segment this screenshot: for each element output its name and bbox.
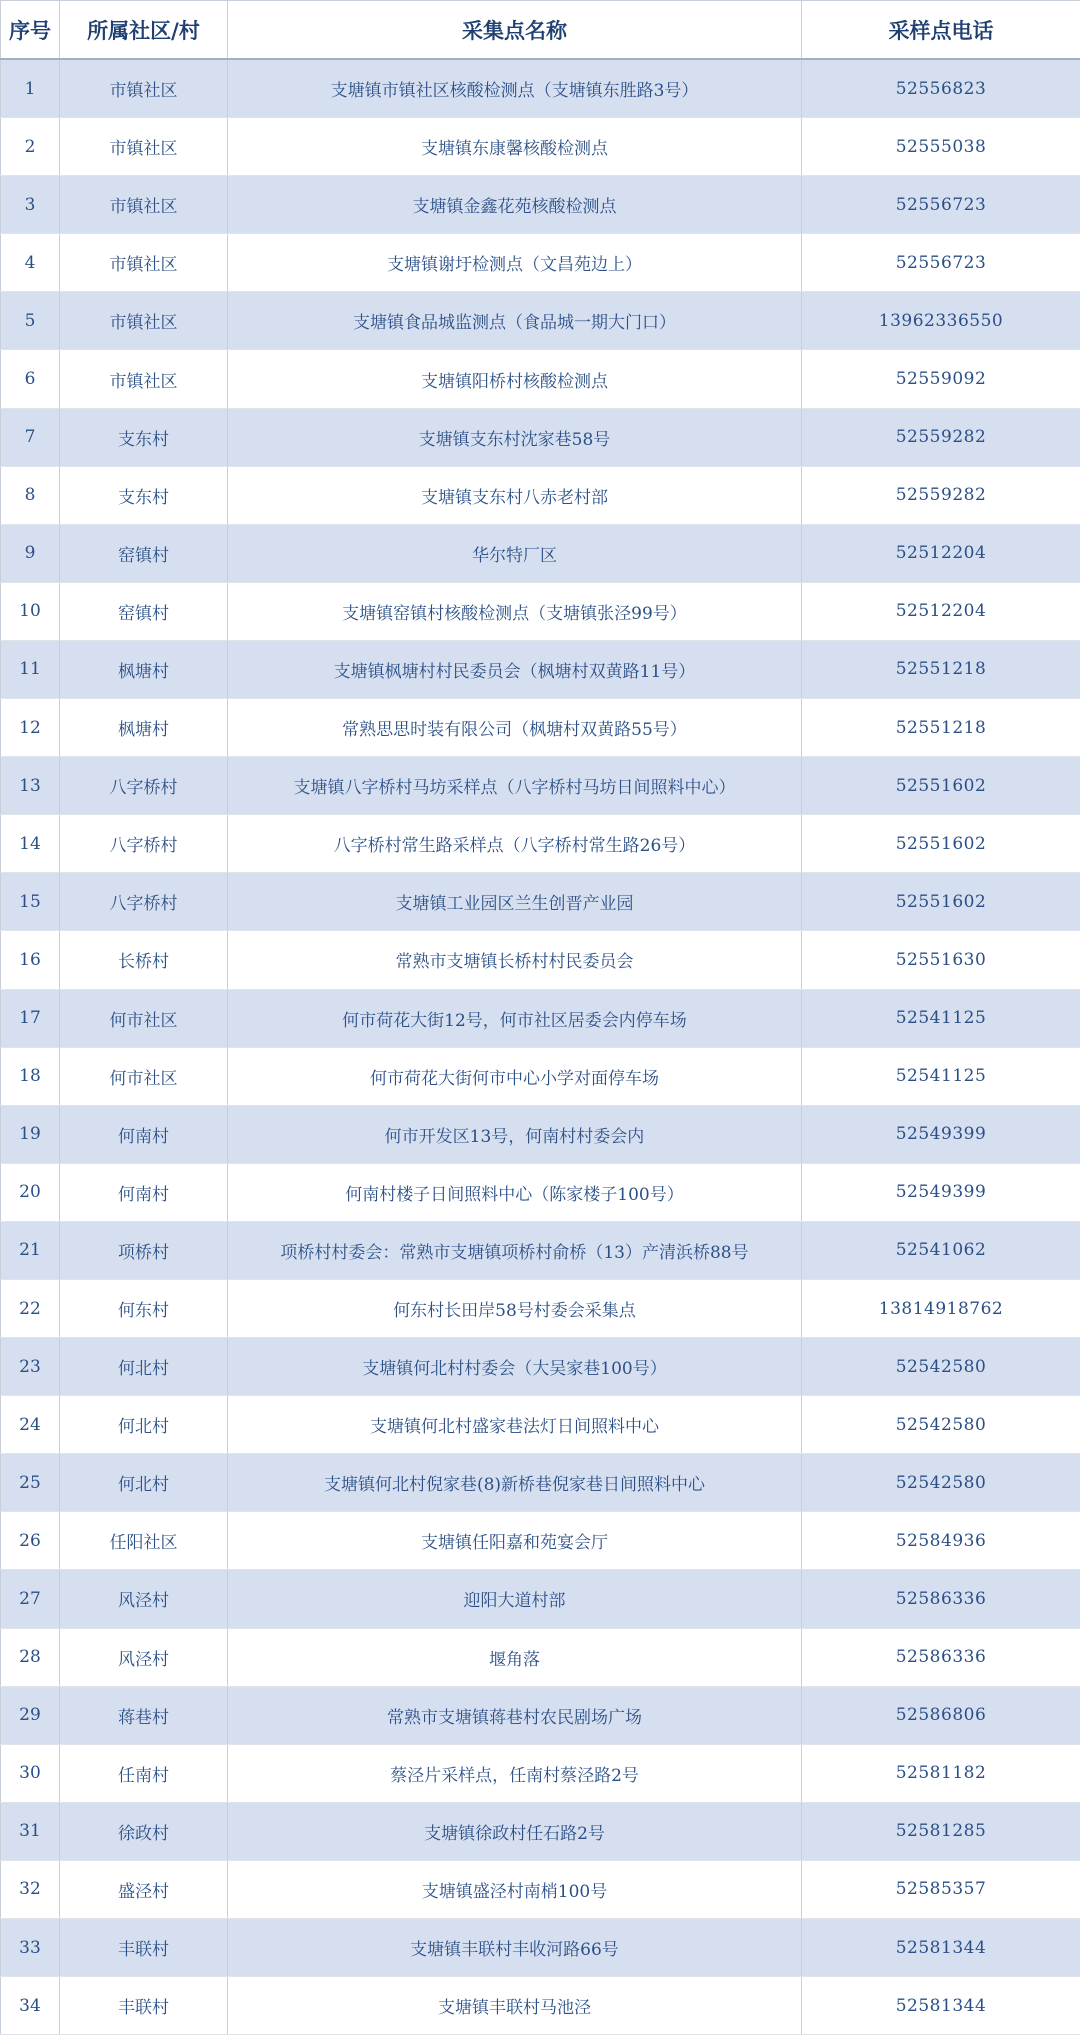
community-cell: 支东村 — [60, 408, 228, 466]
table-row — [1, 640, 1080, 698]
table-row — [1, 1570, 1080, 1628]
community-cell: 风泾村 — [60, 1628, 228, 1686]
table-row — [1, 1802, 1080, 1860]
site-name-cell: 支塘镇支东村沈家巷58号 — [228, 408, 802, 466]
table-row — [1, 1628, 1080, 1686]
phone-cell: 52541125 — [802, 1047, 1080, 1105]
site-name-cell: 支塘镇何北村倪家巷(8)新桥巷倪家巷日间照料中心 — [228, 1454, 802, 1512]
community-cell: 何东村 — [60, 1279, 228, 1337]
table-row — [1, 408, 1080, 466]
site-name-cell: 支塘镇窑镇村核酸检测点（支塘镇张泾99号） — [228, 582, 802, 640]
header-phone: 采样点电话 — [802, 1, 1080, 60]
community-cell: 长桥村 — [60, 931, 228, 989]
community-cell: 市镇社区 — [60, 176, 228, 234]
site-name-cell: 堰角落 — [228, 1628, 802, 1686]
table-row — [1, 350, 1080, 408]
community-cell: 市镇社区 — [60, 118, 228, 176]
table-row — [1, 1396, 1080, 1454]
row-number-cell: 4 — [1, 234, 60, 292]
site-name-cell: 何南村楼子日间照料中心（陈家楼子100号） — [228, 1163, 802, 1221]
row-number-cell: 27 — [1, 1570, 60, 1628]
community-cell: 八字桥村 — [60, 757, 228, 815]
community-cell: 窑镇村 — [60, 524, 228, 582]
phone-cell: 52542580 — [802, 1454, 1080, 1512]
row-number-cell: 19 — [1, 1105, 60, 1163]
site-name-cell: 项桥村村委会：常熟市支塘镇项桥村俞桥（13）产清浜桥88号 — [228, 1221, 802, 1279]
row-number-cell: 12 — [1, 699, 60, 757]
table-row — [1, 1454, 1080, 1512]
site-name-cell: 何东村长田岸58号村委会采集点 — [228, 1279, 802, 1337]
community-cell: 何市社区 — [60, 1047, 228, 1105]
site-name-cell: 迎阳大道村部 — [228, 1570, 802, 1628]
community-cell: 徐政村 — [60, 1802, 228, 1860]
row-number-cell: 6 — [1, 350, 60, 408]
header-community: 所属社区/村 — [60, 1, 228, 60]
community-cell: 八字桥村 — [60, 873, 228, 931]
phone-cell: 13962336550 — [802, 292, 1080, 350]
table-row — [1, 1744, 1080, 1802]
site-name-cell: 蔡泾片采样点，任南村蔡泾路2号 — [228, 1744, 802, 1802]
site-name-cell: 支塘镇阳桥村核酸检测点 — [228, 350, 802, 408]
row-number-cell: 20 — [1, 1163, 60, 1221]
table-row — [1, 176, 1080, 234]
site-name-cell: 何市开发区13号，何南村村委会内 — [228, 1105, 802, 1163]
phone-cell: 52541125 — [802, 989, 1080, 1047]
phone-cell: 52586336 — [802, 1628, 1080, 1686]
table-row — [1, 1686, 1080, 1744]
row-number-cell: 13 — [1, 757, 60, 815]
phone-cell: 52551602 — [802, 757, 1080, 815]
row-number-cell: 25 — [1, 1454, 60, 1512]
row-number-cell: 26 — [1, 1512, 60, 1570]
row-number-cell: 7 — [1, 408, 60, 466]
site-name-cell: 支塘镇谢圩检测点（文昌苑边上） — [228, 234, 802, 292]
row-number-cell: 1 — [1, 59, 60, 118]
phone-cell: 52555038 — [802, 118, 1080, 176]
table-row — [1, 699, 1080, 757]
table-row — [1, 757, 1080, 815]
phone-cell: 52586336 — [802, 1570, 1080, 1628]
site-name-cell: 支塘镇金鑫花苑核酸检测点 — [228, 176, 802, 234]
row-number-cell: 3 — [1, 176, 60, 234]
row-number-cell: 18 — [1, 1047, 60, 1105]
phone-cell: 52549399 — [802, 1105, 1080, 1163]
phone-cell: 52584936 — [802, 1512, 1080, 1570]
table-row — [1, 1919, 1080, 1977]
row-number-cell: 9 — [1, 524, 60, 582]
site-name-cell: 支塘镇市镇社区核酸检测点（支塘镇东胜路3号） — [228, 59, 802, 118]
site-name-cell: 支塘镇徐政村任石路2号 — [228, 1802, 802, 1860]
table-header — [1, 1, 1080, 60]
table-row — [1, 1221, 1080, 1279]
table-row — [1, 815, 1080, 873]
row-number-cell: 32 — [1, 1860, 60, 1918]
phone-cell: 52551630 — [802, 931, 1080, 989]
phone-cell: 52549399 — [802, 1163, 1080, 1221]
site-name-cell: 支塘镇何北村盛家巷法灯日间照料中心 — [228, 1396, 802, 1454]
site-name-cell: 支塘镇支东村八赤老村部 — [228, 466, 802, 524]
community-cell: 丰联村 — [60, 1977, 228, 2035]
row-number-cell: 22 — [1, 1279, 60, 1337]
community-cell: 市镇社区 — [60, 292, 228, 350]
row-number-cell: 30 — [1, 1744, 60, 1802]
row-number-cell: 24 — [1, 1396, 60, 1454]
site-name-cell: 支塘镇枫塘村村民委员会（枫塘村双黄路11号） — [228, 640, 802, 698]
row-number-cell: 23 — [1, 1338, 60, 1396]
phone-cell: 52541062 — [802, 1221, 1080, 1279]
community-cell: 何北村 — [60, 1338, 228, 1396]
site-name-cell: 支塘镇丰联村马池泾 — [228, 1977, 802, 2035]
row-number-cell: 29 — [1, 1686, 60, 1744]
phone-cell: 52551602 — [802, 873, 1080, 931]
header-row — [1, 1, 1080, 60]
row-number-cell: 33 — [1, 1919, 60, 1977]
community-cell: 支东村 — [60, 466, 228, 524]
site-name-cell: 常熟市支塘镇蒋巷村农民剧场广场 — [228, 1686, 802, 1744]
row-number-cell: 8 — [1, 466, 60, 524]
phone-cell: 52581285 — [802, 1802, 1080, 1860]
table-row — [1, 1860, 1080, 1918]
phone-cell: 52551218 — [802, 699, 1080, 757]
table-row — [1, 1512, 1080, 1570]
community-cell: 何南村 — [60, 1105, 228, 1163]
community-cell: 项桥村 — [60, 1221, 228, 1279]
table-row — [1, 1047, 1080, 1105]
community-cell: 市镇社区 — [60, 350, 228, 408]
phone-cell: 52551218 — [802, 640, 1080, 698]
table-row — [1, 524, 1080, 582]
phone-cell: 52586806 — [802, 1686, 1080, 1744]
phone-cell: 52512204 — [802, 582, 1080, 640]
header-no: 序号 — [1, 1, 60, 60]
phone-cell: 52559092 — [802, 350, 1080, 408]
table-row — [1, 118, 1080, 176]
phone-cell: 52581344 — [802, 1919, 1080, 1977]
community-cell: 盛泾村 — [60, 1860, 228, 1918]
table-row — [1, 1977, 1080, 2035]
row-number-cell: 5 — [1, 292, 60, 350]
community-cell: 蒋巷村 — [60, 1686, 228, 1744]
table-row — [1, 1279, 1080, 1337]
site-name-cell: 支塘镇食品城监测点（食品城一期大门口） — [228, 292, 802, 350]
site-name-cell: 华尔特厂区 — [228, 524, 802, 582]
row-number-cell: 2 — [1, 118, 60, 176]
table-row — [1, 931, 1080, 989]
community-cell: 任阳社区 — [60, 1512, 228, 1570]
row-number-cell: 10 — [1, 582, 60, 640]
phone-cell: 52542580 — [802, 1396, 1080, 1454]
table-row — [1, 59, 1080, 118]
community-cell: 市镇社区 — [60, 234, 228, 292]
row-number-cell: 15 — [1, 873, 60, 931]
site-name-cell: 支塘镇丰联村丰收河路66号 — [228, 1919, 802, 1977]
phone-cell: 52542580 — [802, 1338, 1080, 1396]
community-cell: 窑镇村 — [60, 582, 228, 640]
row-number-cell: 14 — [1, 815, 60, 873]
site-name-cell: 常熟思思时装有限公司（枫塘村双黄路55号） — [228, 699, 802, 757]
phone-cell: 52551602 — [802, 815, 1080, 873]
table-row — [1, 234, 1080, 292]
row-number-cell: 11 — [1, 640, 60, 698]
community-cell: 风泾村 — [60, 1570, 228, 1628]
phone-cell: 52556723 — [802, 234, 1080, 292]
table-row — [1, 989, 1080, 1047]
site-name-cell: 常熟市支塘镇长桥村村民委员会 — [228, 931, 802, 989]
site-name-cell: 八字桥村常生路采样点（八字桥村常生路26号） — [228, 815, 802, 873]
phone-cell: 52556823 — [802, 59, 1080, 118]
community-cell: 八字桥村 — [60, 815, 228, 873]
row-number-cell: 16 — [1, 931, 60, 989]
phone-cell: 52585357 — [802, 1860, 1080, 1918]
site-name-cell: 支塘镇东康馨核酸检测点 — [228, 118, 802, 176]
site-name-cell: 支塘镇八字桥村马坊采样点（八字桥村马坊日间照料中心） — [228, 757, 802, 815]
table-row — [1, 1163, 1080, 1221]
site-name-cell: 支塘镇任阳嘉和苑宴会厅 — [228, 1512, 802, 1570]
table-row — [1, 292, 1080, 350]
community-cell: 丰联村 — [60, 1919, 228, 1977]
phone-cell: 52512204 — [802, 524, 1080, 582]
row-number-cell: 28 — [1, 1628, 60, 1686]
site-name-cell: 支塘镇盛泾村南梢100号 — [228, 1860, 802, 1918]
site-name-cell: 何市荷花大街何市中心小学对面停车场 — [228, 1047, 802, 1105]
table-body — [1, 59, 1080, 2035]
phone-cell: 52556723 — [802, 176, 1080, 234]
table-row — [1, 1105, 1080, 1163]
row-number-cell: 31 — [1, 1802, 60, 1860]
row-number-cell: 21 — [1, 1221, 60, 1279]
phone-cell: 52581182 — [802, 1744, 1080, 1802]
table-row — [1, 582, 1080, 640]
community-cell: 市镇社区 — [60, 59, 228, 118]
table-row — [1, 1338, 1080, 1396]
phone-cell: 52559282 — [802, 408, 1080, 466]
community-cell: 何北村 — [60, 1454, 228, 1512]
community-cell: 任南村 — [60, 1744, 228, 1802]
community-cell: 枫塘村 — [60, 640, 228, 698]
phone-cell: 52581344 — [802, 1977, 1080, 2035]
row-number-cell: 17 — [1, 989, 60, 1047]
community-cell: 枫塘村 — [60, 699, 228, 757]
header-site: 采集点名称 — [228, 1, 802, 60]
site-name-cell: 支塘镇工业园区兰生创晋产业园 — [228, 873, 802, 931]
row-number-cell: 34 — [1, 1977, 60, 2035]
table-row — [1, 466, 1080, 524]
site-name-cell: 何市荷花大街12号，何市社区居委会内停车场 — [228, 989, 802, 1047]
phone-cell: 13814918762 — [802, 1279, 1080, 1337]
community-cell: 何市社区 — [60, 989, 228, 1047]
phone-cell: 52559282 — [802, 466, 1080, 524]
site-name-cell: 支塘镇何北村村委会（大吴家巷100号） — [228, 1338, 802, 1396]
table-row — [1, 873, 1080, 931]
community-cell: 何南村 — [60, 1163, 228, 1221]
community-cell: 何北村 — [60, 1396, 228, 1454]
